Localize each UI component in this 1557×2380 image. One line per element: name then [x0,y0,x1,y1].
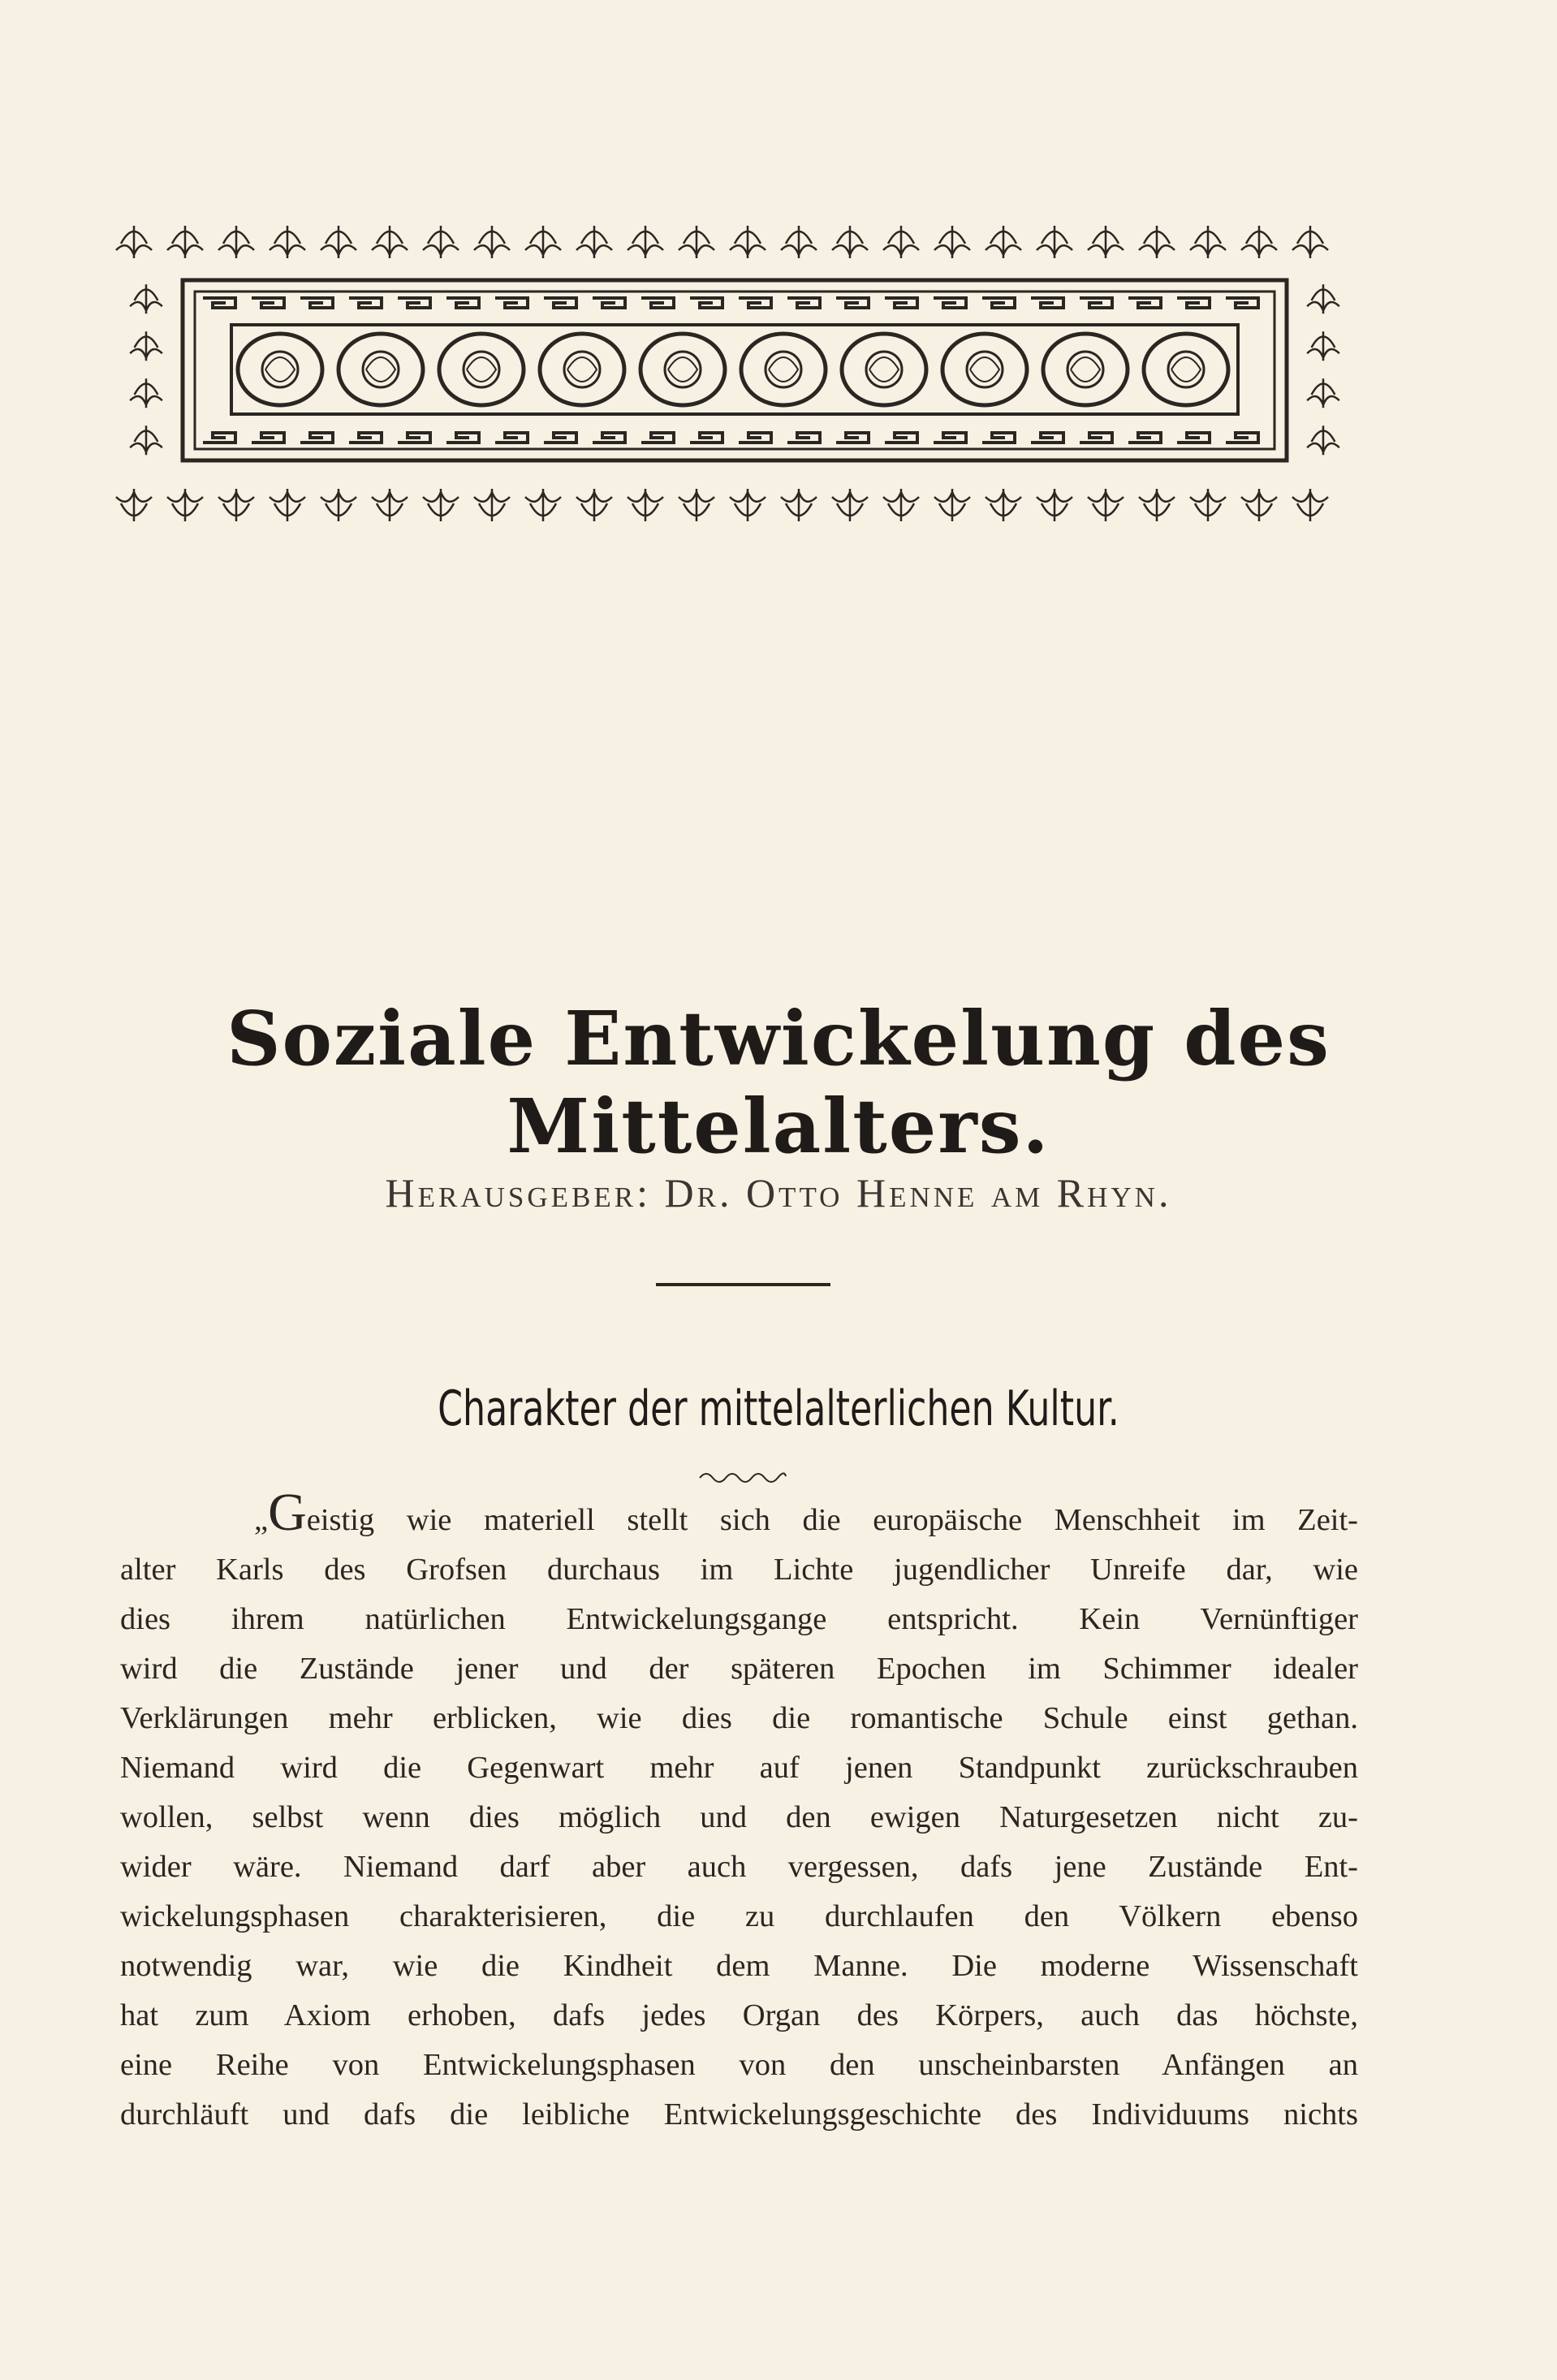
body-line-3: dies ihrem natürlichen Entwickelungsgange entspricht. Kein Vernünftiger [120,1602,1358,1636]
body-line-11: hat zum Axiom erhoben, dafs jedes Organ des Körpers, auch das höchste, [120,1998,1358,2032]
page-title: Soziale Entwickelung des Mittelalters. [226,995,1331,1170]
body-line-4: wird die Zustände jener und der späteren Epochen im Schimmer idealer [120,1652,1358,1686]
decorative-header-ornament [114,207,1356,548]
editor-line: Herausgeber: Dr. Otto Henne am Rhyn. [385,1170,1172,1216]
divider-rule [656,1283,830,1286]
body-line-9: wickelungsphasen charakterisieren, die zu durchlaufen den Völkern ebenso [120,1899,1358,1933]
open-quote: „ [254,1503,269,1537]
body-line-1 [120,1483,1358,1545]
body-line-8: wider wäre. Niemand darf aber auch vergessen, dafs jene Zustände Ent- [120,1850,1358,1884]
body-paragraph [120,1483,1358,2140]
body-line-13: durchläuft und dafs die leibliche Entwickelungsgeschichte des Individuums nichts [120,2097,1358,2132]
body-line-6: Niemand wird die Gegenwart mehr auf jenen Standpunkt zurückschrauben [120,1751,1358,1785]
text-line: eistig wie materiell stellt sich die europäische Menschheit im Zeit- [306,1503,1358,1537]
body-line-5: Verklärungen mehr erblicken, wie dies die romantische Schule einst gethan. [120,1701,1358,1735]
section-heading: Charakter der mittelalterlichen Kultur. [438,1380,1119,1437]
drop-capital: G [268,1483,307,1542]
body-line-10: notwendig war, wie die Kindheit dem Manne. Die moderne Wissenschaft [120,1949,1358,1983]
wavy-divider [698,1468,787,1484]
body-line-12: eine Reihe von Entwickelungsphasen von den unscheinbarsten Anfängen an [120,2048,1358,2082]
body-line-7: wollen, selbst wenn dies möglich und den ewigen Naturgesetzen nicht zu- [120,1800,1358,1834]
body-line-2: alter Karls des Grofsen durchaus im Lichte jugendlicher Unreife dar, wie [120,1553,1358,1587]
